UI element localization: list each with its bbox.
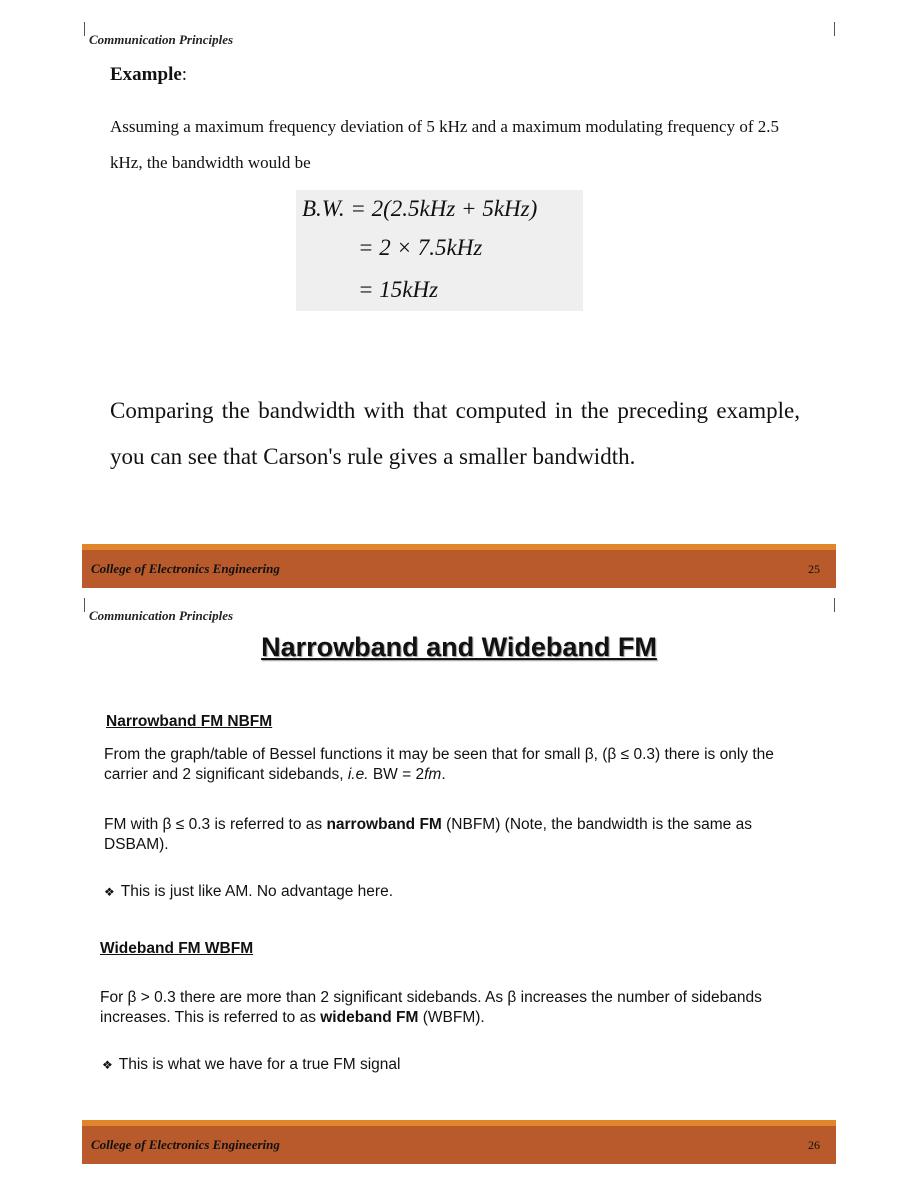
bullet-icon: ❖: [102, 1058, 113, 1072]
wbfm-heading: Wideband FM WBFM: [100, 940, 254, 957]
nbfm-bullet: ❖ This is just like AM. No advantage here.: [104, 883, 394, 900]
running-header: Communication Principles: [89, 608, 234, 623]
wbfm-paragraph: For β > 0.3 there are more than 2 significant sidebands. As β increases the number of sidebands increases. This is referred to as wideband FM (WBFM).: [100, 989, 762, 1026]
wbfm-bullet: ❖ This is what we have for a true FM signal: [102, 1056, 401, 1073]
section-title: Narrowband and Wideband FM: [261, 632, 657, 662]
bandwidth-equation: [296, 190, 583, 311]
page-corner-mark-right: [834, 598, 835, 612]
example-intro-paragraph: Assuming a maximum frequency deviation of 5 kHz and a maximum modulating frequency of 2.5 kHz, the bandwidth would be: [110, 117, 779, 172]
example-title: Example:: [110, 64, 188, 85]
comparison-paragraph: Comparing the bandwidth with that computed in the preceding example, you can see that Carson's rule gives a smaller bandwidth.: [110, 398, 800, 469]
running-header: Communication Principles: [89, 32, 234, 47]
page-corner-mark-left: [84, 22, 85, 36]
page-corner-mark-right: [834, 22, 835, 36]
equation-line-2: = 2 × 7.5kHz: [358, 235, 483, 260]
page-number: 26: [808, 1138, 820, 1152]
footer-college-name: College of Electronics Engineering: [91, 561, 280, 576]
equation-line-1: B.W. = 2(2.5kHz + 5kHz): [302, 196, 538, 221]
equation-line-3: = 15kHz: [358, 277, 439, 302]
page-number: 25: [808, 562, 820, 576]
page-corner-mark-left: [84, 598, 85, 612]
page-footer: [82, 1126, 836, 1164]
page-footer: [82, 550, 836, 588]
nbfm-paragraph-1: From the graph/table of Bessel functions it may be seen that for small β, (β ≤ 0.3) there is only the carrier and 2 significant sidebands, i.e. BW = 2fm.: [104, 746, 774, 783]
footer-college-name: College of Electronics Engineering: [91, 1137, 280, 1152]
nbfm-paragraph-2: FM with β ≤ 0.3 is referred to as narrowband FM (NBFM) (Note, the bandwidth is the same as DSBAM).: [104, 816, 752, 853]
nbfm-heading: Narrowband FM NBFM: [106, 713, 273, 730]
bullet-icon: ❖: [104, 885, 115, 899]
